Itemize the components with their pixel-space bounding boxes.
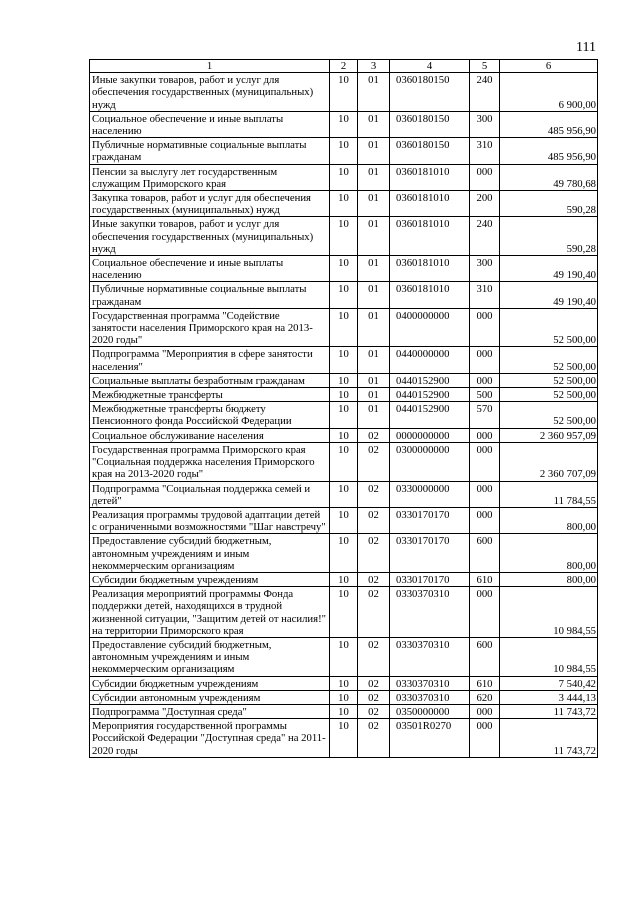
subsection-code-cell: 01 [358, 256, 390, 282]
target-article-cell: 0440152900 [390, 388, 470, 402]
table-row [90, 111, 598, 137]
subsection-code-cell: 01 [358, 73, 390, 112]
target-article-cell: 0400000000 [390, 308, 470, 347]
subsection-code-cell: 02 [358, 676, 390, 690]
section-code-cell: 10 [330, 481, 358, 507]
table-row [90, 690, 598, 704]
subsection-code-cell: 02 [358, 442, 390, 481]
row-name-cell: Предоставление субсидий бюджетным, автономным учреждениям и иным некоммерческим организациям [90, 637, 330, 676]
amount-cell: 3 444,13 [500, 690, 598, 704]
amount-cell: 49 190,40 [500, 256, 598, 282]
row-name-cell: Публичные нормативные социальные выплаты гражданам [90, 138, 330, 164]
table-row [90, 587, 598, 638]
subsection-code-cell: 02 [358, 481, 390, 507]
target-article-cell: 0440152900 [390, 373, 470, 387]
amount-cell: 485 956,90 [500, 138, 598, 164]
table-row [90, 719, 598, 758]
amount-cell: 52 500,00 [500, 402, 598, 428]
target-article-cell: 0330170170 [390, 534, 470, 573]
target-article-cell: 0000000000 [390, 428, 470, 442]
expense-type-cell: 000 [470, 442, 500, 481]
subsection-code-cell: 02 [358, 428, 390, 442]
expense-type-cell: 000 [470, 164, 500, 190]
target-article-cell: 03501R0270 [390, 719, 470, 758]
target-article-cell: 0330170170 [390, 507, 470, 533]
expense-type-cell: 200 [470, 191, 500, 217]
row-name-cell: Социальные выплаты безработным гражданам [90, 373, 330, 387]
amount-cell: 2 360 707,09 [500, 442, 598, 481]
row-name-cell: Государственная программа "Содействие занятости населения Приморского края на 2013-2020 годы" [90, 308, 330, 347]
section-code-cell: 10 [330, 719, 358, 758]
expense-type-cell: 600 [470, 637, 500, 676]
target-article-cell: 0330370310 [390, 587, 470, 638]
table-row [90, 347, 598, 373]
table-row [90, 191, 598, 217]
table-row [90, 428, 598, 442]
target-article-cell: 0360180150 [390, 111, 470, 137]
expense-type-cell: 300 [470, 256, 500, 282]
amount-cell: 11 784,55 [500, 481, 598, 507]
amount-cell: 485 956,90 [500, 111, 598, 137]
table-row [90, 388, 598, 402]
row-name-cell: Подпрограмма "Доступная среда" [90, 704, 330, 718]
table-row [90, 704, 598, 718]
amount-cell: 11 743,72 [500, 704, 598, 718]
amount-cell: 52 500,00 [500, 388, 598, 402]
target-article-cell: 0330370310 [390, 637, 470, 676]
expense-type-cell: 000 [470, 719, 500, 758]
column-header: 2 [330, 60, 358, 73]
subsection-code-cell: 01 [358, 347, 390, 373]
row-name-cell: Межбюджетные трансферты бюджету Пенсионного фонда Российской Федерации [90, 402, 330, 428]
page-number: 111 [576, 40, 596, 55]
target-article-cell: 0330370310 [390, 690, 470, 704]
amount-cell: 52 500,00 [500, 347, 598, 373]
table-row [90, 572, 598, 586]
subsection-code-cell: 01 [358, 308, 390, 347]
table-row [90, 373, 598, 387]
expense-type-cell: 610 [470, 572, 500, 586]
target-article-cell: 0360181010 [390, 191, 470, 217]
row-name-cell: Государственная программа Приморского края "Социальная поддержка населения Приморского края на 2013-2020 годы" [90, 442, 330, 481]
table-row [90, 442, 598, 481]
column-header: 1 [90, 60, 330, 73]
expense-type-cell: 000 [470, 704, 500, 718]
section-code-cell: 10 [330, 442, 358, 481]
subsection-code-cell: 02 [358, 587, 390, 638]
amount-cell: 800,00 [500, 507, 598, 533]
subsection-code-cell: 02 [358, 572, 390, 586]
section-code-cell: 10 [330, 191, 358, 217]
subsection-code-cell: 01 [358, 191, 390, 217]
target-article-cell: 0360181010 [390, 164, 470, 190]
row-name-cell: Реализация программы трудовой адаптации детей с ограниченными возможностями "Шаг навстречу" [90, 507, 330, 533]
section-code-cell: 10 [330, 534, 358, 573]
expense-type-cell: 000 [470, 481, 500, 507]
subsection-code-cell: 01 [358, 388, 390, 402]
section-code-cell: 10 [330, 138, 358, 164]
expense-type-cell: 500 [470, 388, 500, 402]
table-row [90, 481, 598, 507]
expense-type-cell: 000 [470, 587, 500, 638]
amount-cell: 800,00 [500, 572, 598, 586]
subsection-code-cell: 02 [358, 704, 390, 718]
subsection-code-cell: 02 [358, 719, 390, 758]
section-code-cell: 10 [330, 73, 358, 112]
expense-type-cell: 000 [470, 373, 500, 387]
section-code-cell: 10 [330, 308, 358, 347]
section-code-cell: 10 [330, 428, 358, 442]
amount-cell: 6 900,00 [500, 73, 598, 112]
row-name-cell: Субсидии бюджетным учреждениям [90, 676, 330, 690]
table-row [90, 507, 598, 533]
expense-type-cell: 620 [470, 690, 500, 704]
section-code-cell: 10 [330, 256, 358, 282]
table-row [90, 282, 598, 308]
row-name-cell: Закупка товаров, работ и услуг для обеспечения государственных (муниципальных) нужд [90, 191, 330, 217]
subsection-code-cell: 02 [358, 637, 390, 676]
expense-type-cell: 570 [470, 402, 500, 428]
section-code-cell: 10 [330, 282, 358, 308]
column-header: 4 [390, 60, 470, 73]
amount-cell: 52 500,00 [500, 373, 598, 387]
amount-cell: 11 743,72 [500, 719, 598, 758]
section-code-cell: 10 [330, 572, 358, 586]
amount-cell: 49 780,68 [500, 164, 598, 190]
table-row [90, 676, 598, 690]
row-name-cell: Иные закупки товаров, работ и услуг для обеспечения государственных (муниципальных) нужд [90, 73, 330, 112]
section-code-cell: 10 [330, 111, 358, 137]
section-code-cell: 10 [330, 507, 358, 533]
amount-cell: 590,28 [500, 217, 598, 256]
row-name-cell: Иные закупки товаров, работ и услуг для обеспечения государственных (муниципальных) нужд [90, 217, 330, 256]
row-name-cell: Субсидии автономным учреждениям [90, 690, 330, 704]
row-name-cell: Мероприятия государственной программы Российской Федерации "Доступная среда" на 2011-2020 годы [90, 719, 330, 758]
row-name-cell: Реализация мероприятий программы Фонда поддержки детей, находящихся в трудной жизненной ситуации, "Защитим детей от насилия!" на территории Приморского края [90, 587, 330, 638]
row-name-cell: Подпрограмма "Социальная поддержка семей и детей" [90, 481, 330, 507]
subsection-code-cell: 01 [358, 138, 390, 164]
target-article-cell: 0330170170 [390, 572, 470, 586]
section-code-cell: 10 [330, 388, 358, 402]
expense-type-cell: 300 [470, 111, 500, 137]
section-code-cell: 10 [330, 347, 358, 373]
expense-type-cell: 240 [470, 217, 500, 256]
subsection-code-cell: 01 [358, 164, 390, 190]
target-article-cell: 0330000000 [390, 481, 470, 507]
section-code-cell: 10 [330, 704, 358, 718]
section-code-cell: 10 [330, 690, 358, 704]
expense-type-cell: 600 [470, 534, 500, 573]
subsection-code-cell: 01 [358, 402, 390, 428]
column-header: 6 [500, 60, 598, 73]
subsection-code-cell: 01 [358, 373, 390, 387]
amount-cell: 49 190,40 [500, 282, 598, 308]
row-name-cell: Предоставление субсидий бюджетным, автономным учреждениям и иным некоммерческим организациям [90, 534, 330, 573]
section-code-cell: 10 [330, 373, 358, 387]
section-code-cell: 10 [330, 676, 358, 690]
expense-type-cell: 000 [470, 308, 500, 347]
subsection-code-cell: 01 [358, 111, 390, 137]
target-article-cell: 0440000000 [390, 347, 470, 373]
row-name-cell: Межбюджетные трансферты [90, 388, 330, 402]
row-name-cell: Субсидии бюджетным учреждениям [90, 572, 330, 586]
target-article-cell: 0330370310 [390, 676, 470, 690]
subsection-code-cell: 02 [358, 690, 390, 704]
expense-type-cell: 240 [470, 73, 500, 112]
section-code-cell: 10 [330, 217, 358, 256]
subsection-code-cell: 01 [358, 217, 390, 256]
table-row [90, 402, 598, 428]
table-row [90, 217, 598, 256]
target-article-cell: 0360180150 [390, 138, 470, 164]
row-name-cell: Социальное обслуживание населения [90, 428, 330, 442]
target-article-cell: 0440152900 [390, 402, 470, 428]
amount-cell: 7 540,42 [500, 676, 598, 690]
expense-type-cell: 000 [470, 507, 500, 533]
row-name-cell: Социальное обеспечение и иные выплаты населению [90, 256, 330, 282]
expense-type-cell: 310 [470, 138, 500, 164]
column-header: 3 [358, 60, 390, 73]
table-row [90, 308, 598, 347]
expense-type-cell: 000 [470, 347, 500, 373]
subsection-code-cell: 02 [358, 507, 390, 533]
amount-cell: 2 360 957,09 [500, 428, 598, 442]
table-row [90, 164, 598, 190]
amount-cell: 10 984,55 [500, 587, 598, 638]
expense-type-cell: 000 [470, 428, 500, 442]
target-article-cell: 0360181010 [390, 256, 470, 282]
row-name-cell: Подпрограмма "Мероприятия в сфере занятости населения" [90, 347, 330, 373]
row-name-cell: Социальное обеспечение и иные выплаты населению [90, 111, 330, 137]
expense-type-cell: 310 [470, 282, 500, 308]
subsection-code-cell: 01 [358, 282, 390, 308]
table-row [90, 637, 598, 676]
amount-cell: 800,00 [500, 534, 598, 573]
target-article-cell: 0360181010 [390, 217, 470, 256]
target-article-cell: 0350000000 [390, 704, 470, 718]
row-name-cell: Публичные нормативные социальные выплаты гражданам [90, 282, 330, 308]
section-code-cell: 10 [330, 164, 358, 190]
amount-cell: 52 500,00 [500, 308, 598, 347]
column-header: 5 [470, 60, 500, 73]
subsection-code-cell: 02 [358, 534, 390, 573]
table-header-row [90, 60, 598, 73]
section-code-cell: 10 [330, 587, 358, 638]
table-row [90, 73, 598, 112]
budget-table [89, 59, 598, 758]
target-article-cell: 0300000000 [390, 442, 470, 481]
target-article-cell: 0360180150 [390, 73, 470, 112]
section-code-cell: 10 [330, 637, 358, 676]
target-article-cell: 0360181010 [390, 282, 470, 308]
amount-cell: 590,28 [500, 191, 598, 217]
table-row [90, 138, 598, 164]
table-row [90, 534, 598, 573]
amount-cell: 10 984,55 [500, 637, 598, 676]
section-code-cell: 10 [330, 402, 358, 428]
expense-type-cell: 610 [470, 676, 500, 690]
table-row [90, 256, 598, 282]
row-name-cell: Пенсии за выслугу лет государственным служащим Приморского края [90, 164, 330, 190]
